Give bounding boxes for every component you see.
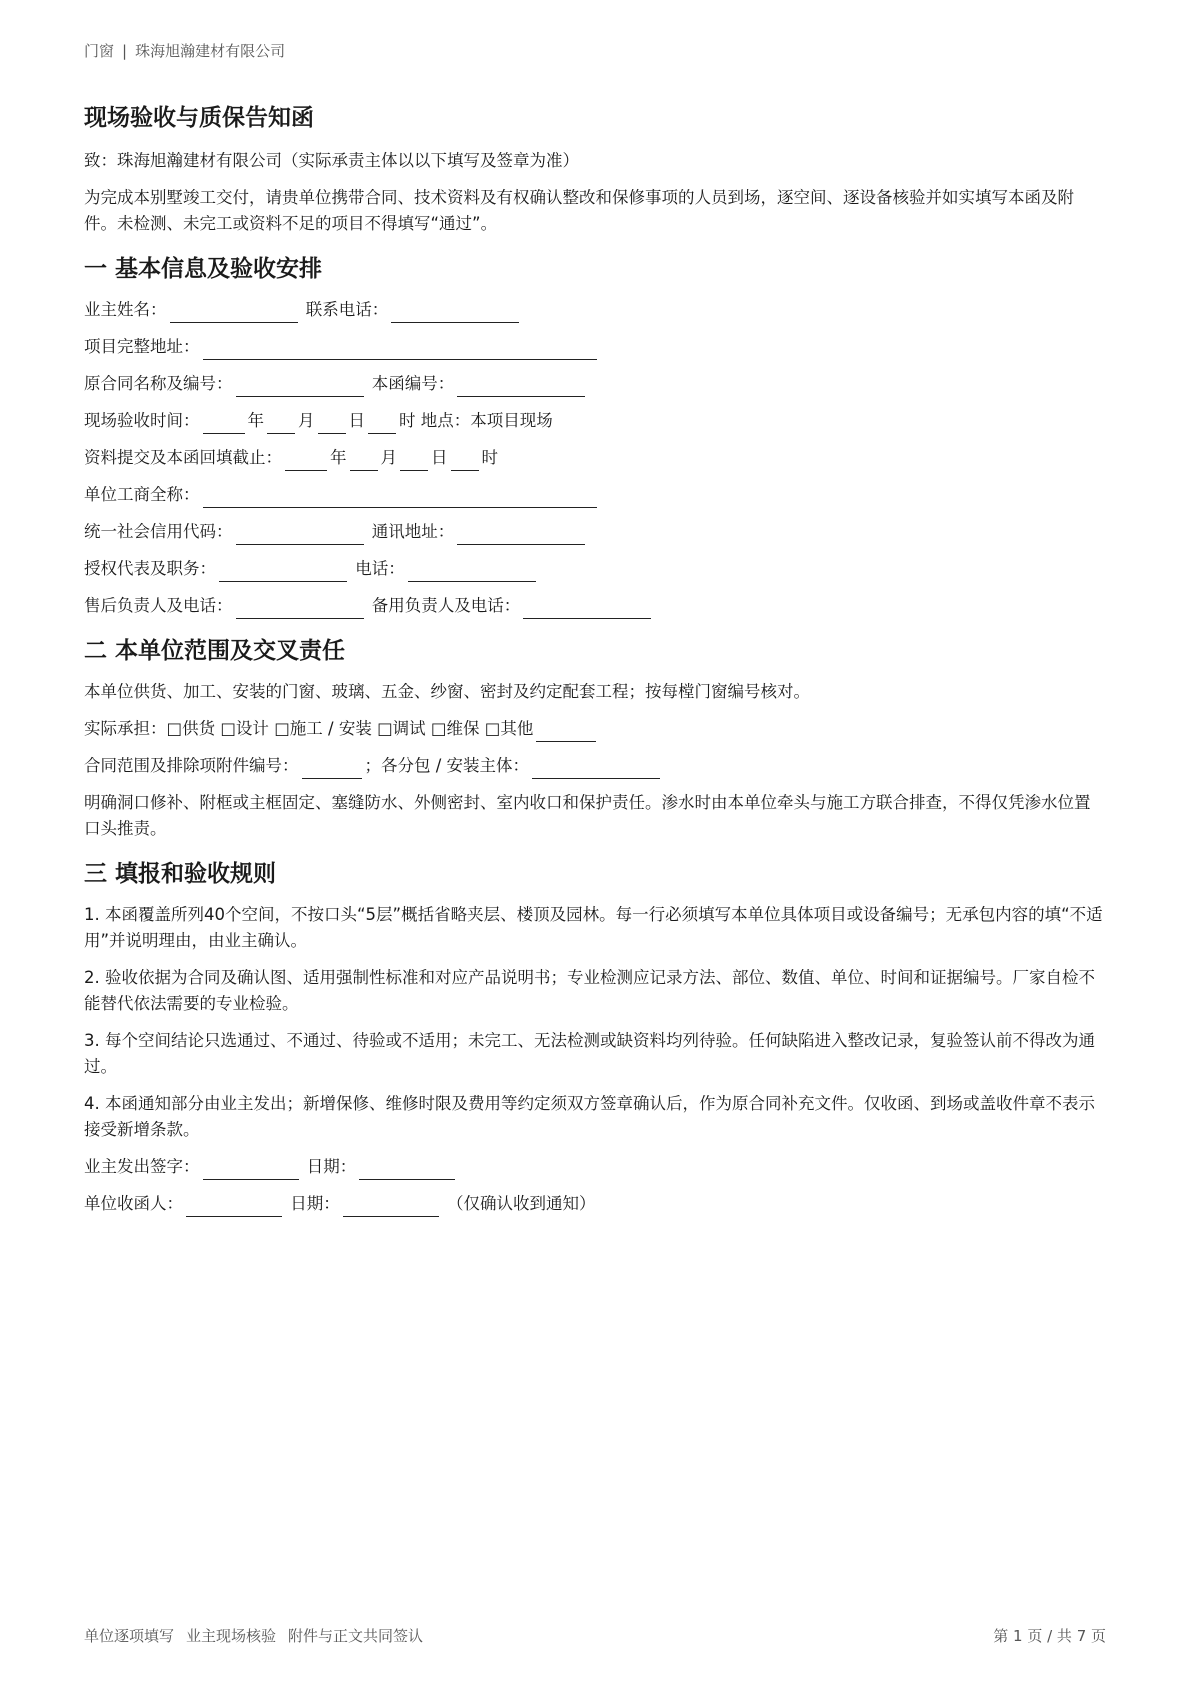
owner-name-field[interactable] — [170, 302, 298, 323]
section1-heading: 一 基本信息及验收安排 — [84, 256, 323, 282]
header-separator: | — [122, 42, 128, 60]
owner-sign-field[interactable] — [203, 1159, 299, 1180]
phone-field[interactable] — [408, 561, 536, 582]
owner-info-line — [84, 297, 1106, 323]
receiver-date-field[interactable] — [343, 1196, 439, 1217]
inspection-day-field[interactable] — [318, 413, 346, 434]
rule-4: 4. 本函通知部分由业主发出；新增保修、维修时限及费用等约定须双方签章确认后，作为原合同补充文件。仅收函、到场或盖收件章不表示接受新增条款。 — [84, 1094, 1095, 1139]
aftersales-field[interactable] — [236, 598, 364, 619]
footer-notes — [84, 1625, 435, 1646]
addressee-line: 致：珠海旭瀚建材有限公司（实际承责主体以以下填写及签章为准） — [84, 151, 579, 170]
backup-label: 备用负责人及电话： — [371, 596, 521, 615]
project-address-label: 项目完整地址： — [84, 337, 200, 356]
company-name-field[interactable] — [203, 487, 597, 508]
contact-phone-field[interactable] — [391, 302, 519, 323]
option-debug[interactable]: □调试 — [377, 719, 426, 738]
footer-note-1: 单位逐项填写 — [84, 1627, 175, 1645]
inspection-time-line — [84, 408, 1106, 434]
responsibility-paragraph: 明确洞口修补、附框或主框固定、塞缝防水、外侧密封、室内收口和保护责任。渗水时由本单位牵头与施工方联合排查，不得仅凭渗水位置口头推责。 — [84, 793, 1091, 838]
deadline-year-field[interactable] — [285, 450, 327, 471]
owner-name-label: 业主姓名： — [84, 300, 167, 319]
owner-date-field[interactable] — [359, 1159, 455, 1180]
contract-scope-line — [84, 753, 1106, 779]
subcontract-field[interactable] — [532, 758, 660, 779]
deadline-line — [84, 445, 1106, 471]
backup-field[interactable] — [523, 598, 651, 619]
receiver-field[interactable] — [186, 1196, 282, 1217]
scope-paragraph: 本单位供货、加工、安装的门窗、玻璃、五金、纱窗、密封及约定配套工程；按每樘门窗编号核对。 — [84, 682, 810, 701]
hour-unit: 时 — [399, 411, 416, 430]
phone-label: 电话： — [355, 559, 405, 578]
inspection-month-field[interactable] — [267, 413, 295, 434]
location-text: 地点：本项目现场 — [420, 411, 553, 430]
option-maintenance[interactable]: □维保 — [430, 719, 480, 738]
contract-scope-field[interactable] — [302, 758, 362, 779]
inspection-hour-field[interactable] — [368, 413, 396, 434]
other-field[interactable] — [536, 721, 596, 742]
rule-2: 2. 验收依据为合同及确认图、适用强制性标准和对应产品说明书；专业检测应记录方法、部位、数值、单位、时间和证据编号。厂家自检不能替代依法需要的专业检验。 — [84, 968, 1095, 1013]
page-number: 第 1 页 / 共 7 页 — [993, 1627, 1106, 1645]
document-title: 现场验收与质保告知函 — [84, 105, 314, 131]
page-header — [84, 40, 285, 61]
owner-sign-line — [84, 1154, 1106, 1180]
receiver-line — [84, 1191, 1106, 1217]
receiver-date-label: 日期： — [290, 1194, 340, 1213]
page-footer — [84, 1625, 1106, 1646]
rule-1: 1. 本函覆盖所列40个空间，不按口头“5层”概括省略夹层、楼顶及园林。每一行必须填写本单位具体项目或设备编号；无承包内容的填“不适用”并说明理由，由业主确认。 — [84, 905, 1103, 950]
actual-line — [84, 716, 1106, 742]
day-unit: 日 — [348, 411, 365, 430]
rep-label: 授权代表及职务： — [84, 559, 216, 578]
rule-3: 3. 每个空间结论只选通过、不通过、待验或不适用；未完工、无法检测或缺资料均列待验。任何缺陷进入整改记录，复验签认前不得改为通过。 — [84, 1031, 1095, 1076]
deadline-day-field[interactable] — [400, 450, 428, 471]
letter-no-label: 本函编号： — [371, 374, 455, 393]
document-body — [84, 102, 1106, 1228]
option-other[interactable]: □其他 — [484, 719, 534, 738]
contact-phone-label: 联系电话： — [305, 300, 389, 319]
company-name-label: 单位工商全称： — [84, 485, 200, 504]
actual-label: 实际承担： — [84, 719, 167, 738]
contract-scope-label: 合同范围及排除项附件编号： — [84, 756, 299, 775]
option-install[interactable]: □施工 / 安装 — [274, 719, 372, 738]
receipt-note: （仅确认收到通知） — [447, 1194, 596, 1213]
deadline-label: 资料提交及本函回填截止： — [84, 448, 282, 467]
project-address-line — [84, 334, 1106, 360]
header-company: 珠海旭瀚建材有限公司 — [135, 42, 286, 60]
intro-paragraph: 为完成本别墅竣工交付，请贵单位携带合同、技术资料及有权确认整改和保修事项的人员到场，逐空间、逐设备核验并如实填写本函及附件。未检测、未完工或资料不足的项目不得填写“通过”。 — [84, 188, 1074, 233]
footer-note-3: 附件与正文共同签认 — [288, 1627, 424, 1645]
inspection-time-label: 现场验收时间： — [84, 411, 200, 430]
option-supply[interactable]: □供货 — [166, 719, 216, 738]
receiver-label: 单位收函人： — [84, 1194, 183, 1213]
footer-note-2: 业主现场核验 — [186, 1627, 277, 1645]
letter-no-field[interactable] — [457, 376, 585, 397]
year-unit: 年 — [330, 448, 347, 467]
aftersales-line — [84, 593, 1106, 619]
header-category: 门窗 — [84, 42, 115, 60]
month-unit: 月 — [380, 448, 397, 467]
aftersales-label: 售后负责人及电话： — [84, 596, 233, 615]
project-address-field[interactable] — [203, 339, 597, 360]
rep-field[interactable] — [219, 561, 347, 582]
rep-line — [84, 556, 1106, 582]
section3-heading: 三 填报和验收规则 — [84, 861, 277, 887]
deadline-hour-field[interactable] — [451, 450, 479, 471]
company-name-line — [84, 482, 1106, 508]
month-unit: 月 — [298, 411, 315, 430]
contract-name-label: 原合同名称及编号： — [84, 374, 233, 393]
hour-unit: 时 — [481, 448, 498, 467]
credit-code-field[interactable] — [236, 524, 364, 545]
day-unit: 日 — [431, 448, 448, 467]
owner-sign-label: 业主发出签字： — [84, 1157, 200, 1176]
contract-name-field[interactable] — [236, 376, 364, 397]
inspection-year-field[interactable] — [203, 413, 245, 434]
owner-date-label: 日期： — [306, 1157, 357, 1176]
deadline-month-field[interactable] — [350, 450, 378, 471]
contract-line — [84, 371, 1106, 397]
subcontract-label: ；各分包 / 安装主体： — [364, 756, 530, 775]
option-design[interactable]: □设计 — [220, 719, 269, 738]
mail-address-label: 通讯地址： — [371, 522, 455, 541]
year-unit: 年 — [247, 411, 264, 430]
section2-heading: 二 本单位范围及交叉责任 — [84, 638, 346, 664]
credit-code-label: 统一社会信用代码： — [84, 522, 233, 541]
credit-code-line — [84, 519, 1106, 545]
mail-address-field[interactable] — [457, 524, 585, 545]
